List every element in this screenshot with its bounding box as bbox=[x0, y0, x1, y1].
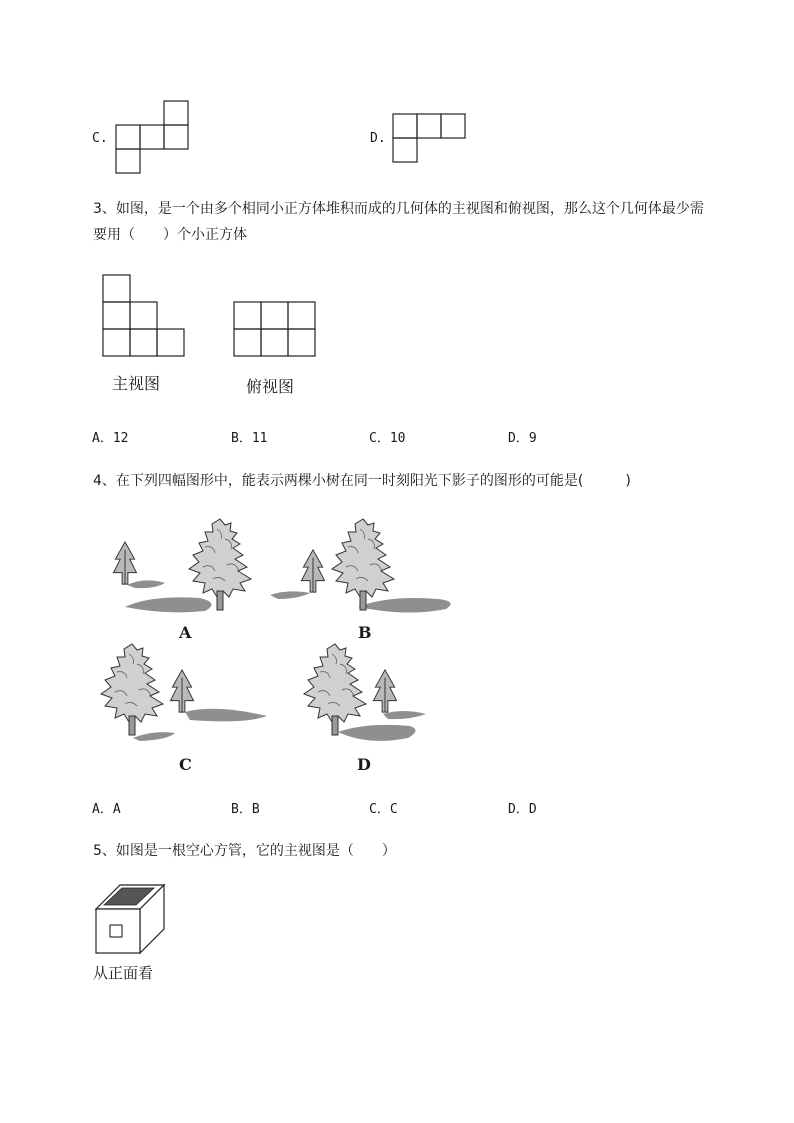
q5-text: 5、如图是一根空心方管，它的主视图是（ ） bbox=[93, 843, 396, 859]
shadow-small-tree-c bbox=[185, 709, 267, 722]
shadow-big-tree-a bbox=[125, 597, 211, 612]
q4-option-c: C．C bbox=[369, 802, 398, 817]
q4-option-d: D．D bbox=[508, 802, 537, 817]
panel-label-c: C bbox=[179, 755, 192, 774]
q5-caption: 从正面看 bbox=[93, 964, 154, 982]
tree-panel-d bbox=[298, 640, 433, 750]
tree-panel-a bbox=[105, 515, 275, 615]
q3-text-line1: 3、如图，是一个由多个相同小正方体堆积而成的几何体的主视图和俯视图，那么这个几何体最少需 bbox=[93, 201, 704, 217]
option-c-net-figure bbox=[115, 100, 191, 176]
panel-label-a: A bbox=[179, 623, 192, 642]
hollow-square-tube-figure bbox=[94, 883, 168, 955]
top-view-caption: 俯视图 bbox=[246, 377, 295, 396]
q3-option-b: B．11 bbox=[231, 431, 268, 446]
q4-text: 4、在下列四幅图形中，能表示两棵小树在同一时刻阳光下影子的图形的可能是( ) bbox=[93, 473, 631, 489]
q3-option-c: C．10 bbox=[369, 431, 406, 446]
tree-panel-b bbox=[268, 515, 458, 615]
shadow-big-tree-d bbox=[338, 725, 416, 741]
shadow-big-tree-b bbox=[358, 598, 451, 613]
front-view-caption: 主视图 bbox=[112, 374, 161, 393]
option-d-net-figure bbox=[392, 113, 468, 165]
shadow-big-tree-c bbox=[133, 732, 175, 741]
panel-label-d: D bbox=[357, 755, 371, 774]
q4-option-a: A．A bbox=[92, 802, 121, 817]
option-c-label: C. bbox=[92, 131, 108, 146]
option-d-label: D. bbox=[370, 131, 386, 146]
q3-option-d: D．9 bbox=[508, 431, 537, 446]
shadow-small-tree-d bbox=[383, 711, 426, 719]
q4-option-b: B．B bbox=[231, 802, 260, 817]
q3-option-a: A．12 bbox=[92, 431, 129, 446]
panel-label-b: B bbox=[358, 623, 372, 642]
shadow-small-tree-b bbox=[270, 591, 310, 599]
q3-text-line2: 要用（ ）个小正方体 bbox=[93, 227, 247, 243]
shadow-small-tree-a bbox=[127, 580, 165, 588]
front-view-figure bbox=[102, 274, 186, 358]
tree-panel-c bbox=[95, 640, 275, 745]
top-view-figure bbox=[233, 301, 317, 358]
